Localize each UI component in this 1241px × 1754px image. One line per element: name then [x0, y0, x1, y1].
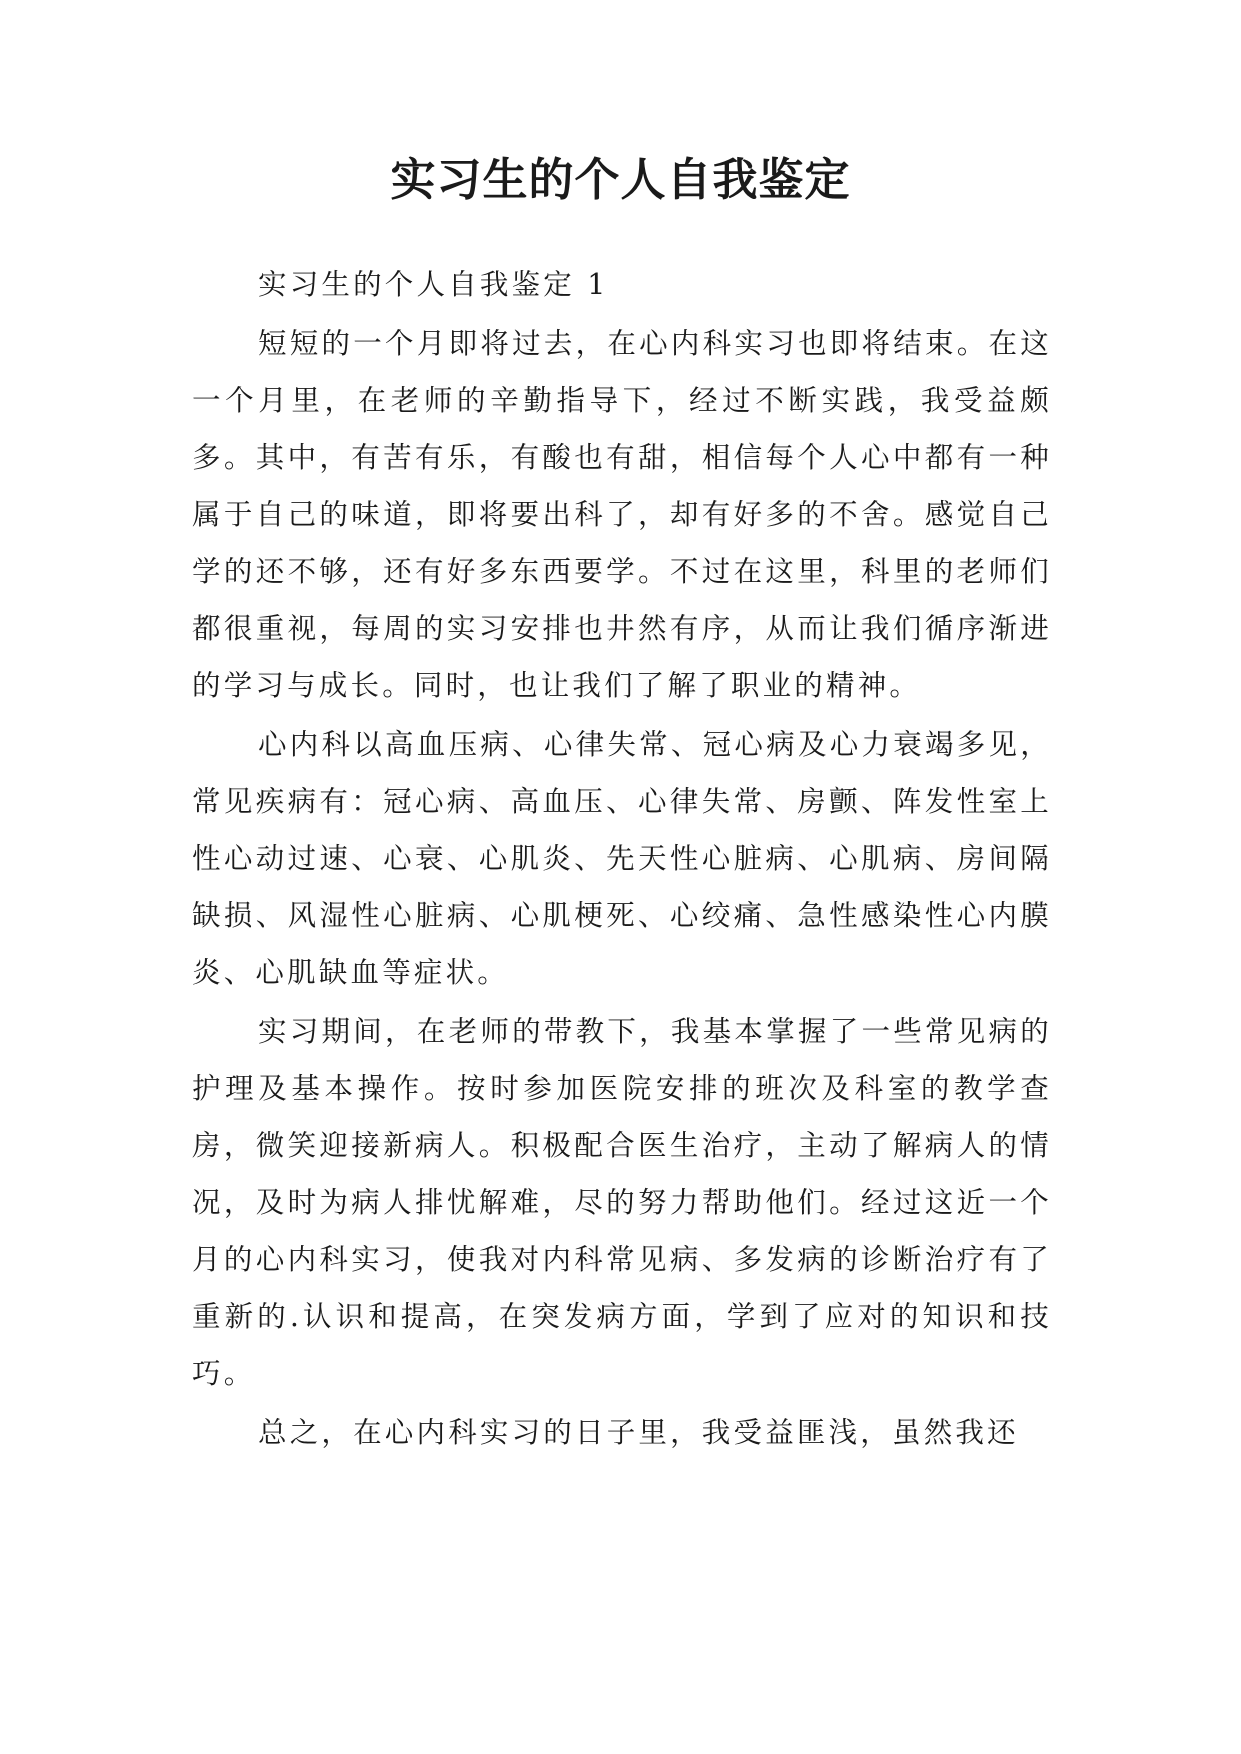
document-body	[192, 256, 1052, 1461]
paragraph-3: 实习期间，在老师的带教下，我基本掌握了一些常见病的护理及基本操作。按时参加医院安排的班次及科室的教学查房，微笑迎接新病人。积极配合医生治疗，主动了解病人的情况，及时为病人排忧解难，尽的努力帮助他们。经过这近一个月的心内科实习，使我对内科常见病、多发病的诊断治疗有了重新的.认识和提高，在突发病方面，学到了应对的知识和技巧。	[192, 1015, 1052, 1390]
paragraph-2: 心内科以高血压病、心律失常、冠心病及心力衰竭多见，常见疾病有：冠心病、高血压、心律失常、房颤、阵发性室上性心动过速、心衰、心肌炎、先天性心脏病、心肌病、房间隔缺损、风湿性心脏病、心肌梗死、心绞痛、急性感染性心内膜炎、心肌缺血等症状。	[192, 728, 1052, 989]
paragraph-1: 短短的一个月即将过去，在心内科实习也即将结束。在这一个月里，在老师的辛勤指导下，经过不断实践，我受益颇多。其中，有苦有乐，有酸也有甜，相信每个人心中都有一种属于自己的味道，即将要出科了，却有好多的不舍。感觉自己学的还不够，还有好多东西要学。不过在这里，科里的老师们都很重视，每周的实习安排也井然有序，从而让我们循序渐进的学习与成长。同时，也让我们了解了职业的精神。	[192, 327, 1052, 702]
paragraph-4: 总之，在心内科实习的日子里，我受益匪浅，虽然我还	[258, 1416, 1019, 1449]
section-heading: 实习生的个人自我鉴定 1	[258, 268, 609, 301]
document-title: 实习生的个人自我鉴定	[390, 153, 851, 206]
